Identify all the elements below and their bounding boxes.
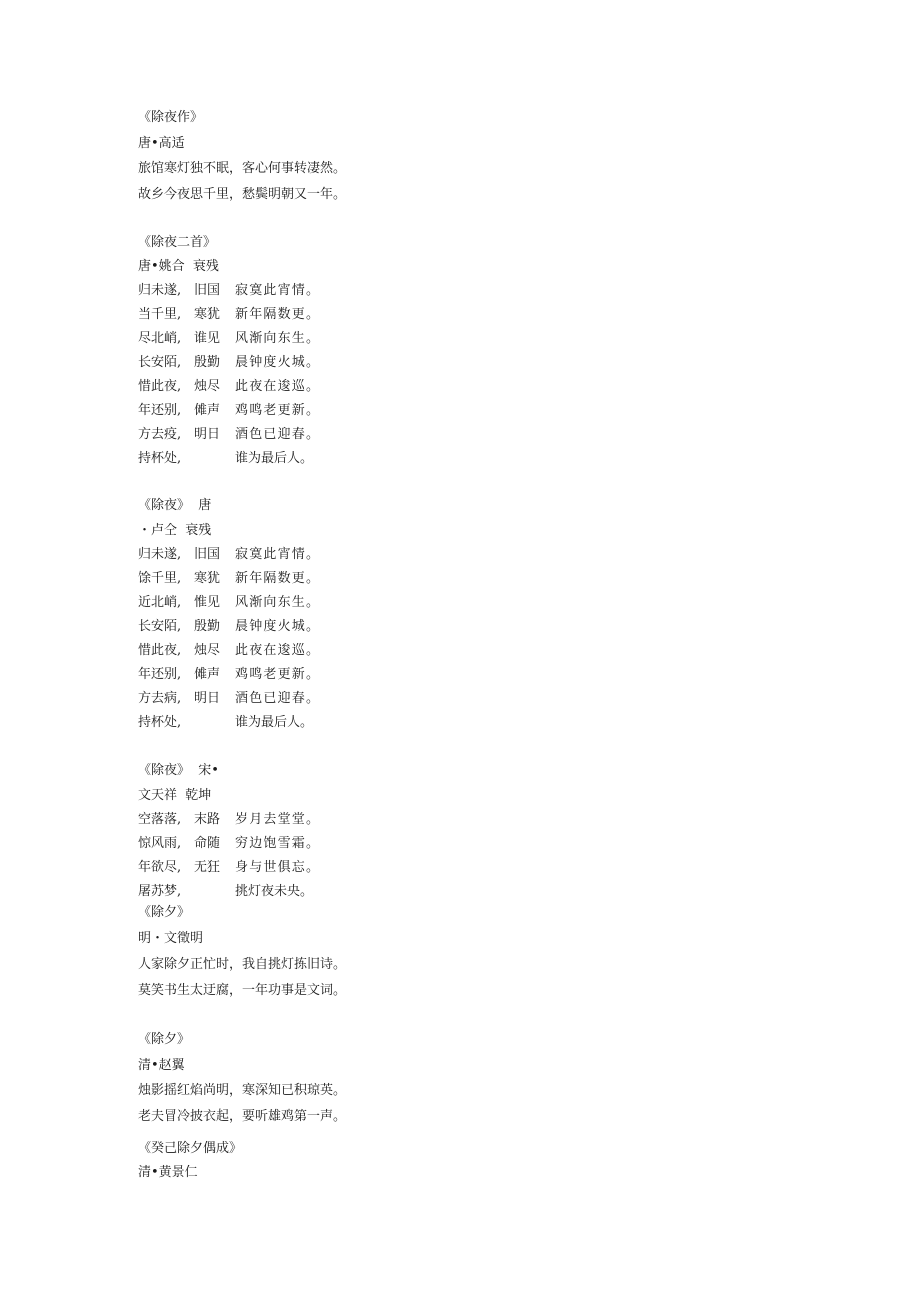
poem-title: 《除夕》 xyxy=(138,1032,191,1047)
poem-line: 烛影摇红焰尚明，寒深知已积琼英。 xyxy=(138,1083,347,1098)
verse-segment: 此夜在逡巡。 xyxy=(235,379,321,394)
verse-segment: 谁见 xyxy=(194,331,221,346)
verse-segment: 晨钟度火城。 xyxy=(235,619,321,634)
verse-segment: 身与世俱忘。 xyxy=(235,860,321,875)
verse-segment: 明日 xyxy=(194,427,221,442)
verse-segment: 年还别, xyxy=(138,403,182,418)
verse-segment: 晨钟度火城。 xyxy=(235,355,321,370)
verse-segment: 长安陌, xyxy=(138,619,182,634)
verse-segment: 命随 xyxy=(194,836,221,851)
verse-segment: 谁为最后人。 xyxy=(235,451,314,466)
poem-title: 《除夜》 宋• xyxy=(138,763,219,778)
verse-segment: 新年隔数更。 xyxy=(235,571,321,586)
verse-segment: 傩声 xyxy=(194,667,221,682)
verse-segment: 寒犹 xyxy=(194,307,221,322)
verse-segment: 方去病, xyxy=(138,691,182,706)
verse-segment: 年欲尽, xyxy=(138,860,182,875)
poem-line: 人家除夕正忙时，我自挑灯拣旧诗。 xyxy=(138,957,347,972)
poem-line: 莫笑书生太迂腐，一年功事是文词。 xyxy=(138,983,347,998)
verse-segment: 近北峭, xyxy=(138,595,182,610)
verse-segment: 方去疫, xyxy=(138,427,182,442)
verse-segment: 年还别, xyxy=(138,667,182,682)
verse-segment: 寂寞此宵情。 xyxy=(235,283,321,298)
verse-segment: 殷勤 xyxy=(194,355,221,370)
verse-segment: 明日 xyxy=(194,691,221,706)
verse-segment: 挑灯夜未央。 xyxy=(235,884,314,899)
poem-author: 清•黄景仁 xyxy=(138,1165,198,1180)
poem-author: 唐•姚合 衰残 xyxy=(138,259,219,274)
verse-segment: 酒色已迎春。 xyxy=(235,427,321,442)
verse-segment: 旧国 xyxy=(194,547,221,562)
verse-segment: 空落落, xyxy=(138,812,182,827)
verse-segment: 长安陌, xyxy=(138,355,182,370)
poem-title: 《除夕》 xyxy=(138,905,191,920)
verse-segment: 惜此夜, xyxy=(138,643,182,658)
verse-segment: 馀千里, xyxy=(138,571,182,586)
verse-segment: 鸡鸣老更新。 xyxy=(235,403,321,418)
verse-segment: 旧国 xyxy=(194,283,221,298)
verse-segment: 无狂 xyxy=(194,860,221,875)
verse-segment: 谁为最后人。 xyxy=(235,715,314,730)
poem-author: ・卢仝 衰残 xyxy=(138,523,212,538)
poem-author: 文天祥 乾坤 xyxy=(138,788,212,803)
verse-segment: 烛尽 xyxy=(194,643,221,658)
verse-segment: 傩声 xyxy=(194,403,221,418)
verse-segment: 末路 xyxy=(194,812,221,827)
poem-title: 《除夜作》 xyxy=(138,110,204,125)
verse-segment: 归未遂, xyxy=(138,283,182,298)
verse-segment: 尽北峭, xyxy=(138,331,182,346)
verse-segment: 当千里, xyxy=(138,307,182,322)
verse-segment: 寂寞此宵情。 xyxy=(235,547,321,562)
verse-segment: 岁月去堂堂。 xyxy=(235,812,321,827)
verse-segment: 惜此夜, xyxy=(138,379,182,394)
poem-author: 清•赵翼 xyxy=(138,1058,185,1073)
verse-segment: 惊风雨, xyxy=(138,836,182,851)
verse-segment: 此夜在逡巡。 xyxy=(235,643,321,658)
poem-line: 故乡今夜思千里，愁鬓明朝又一年。 xyxy=(138,187,347,202)
poem-title: 《除夜二首》 xyxy=(138,235,217,250)
verse-segment: 持杯处, xyxy=(138,451,182,466)
poem-line: 老夫冒冷披衣起，要听雄鸡第一声。 xyxy=(138,1109,347,1124)
verse-segment: 新年隔数更。 xyxy=(235,307,321,322)
verse-segment: 鸡鸣老更新。 xyxy=(235,667,321,682)
poem-title: 《癸己除夕偶成》 xyxy=(138,1141,243,1156)
verse-segment: 风渐向东生。 xyxy=(235,595,321,610)
verse-segment: 风渐向东生。 xyxy=(235,331,321,346)
poem-title: 《除夜》 唐 xyxy=(138,498,212,513)
verse-segment: 殷勤 xyxy=(194,619,221,634)
verse-segment: 寒犹 xyxy=(194,571,221,586)
verse-segment: 穷边饱雪霜。 xyxy=(235,836,321,851)
verse-segment: 惟见 xyxy=(194,595,221,610)
poem-line: 旅馆寒灯独不眠，客心何事转凄然。 xyxy=(138,161,347,176)
poem-author: 唐•高适 xyxy=(138,136,185,151)
verse-segment: 持杯处, xyxy=(138,715,182,730)
verse-segment: 屠苏梦, xyxy=(138,884,182,899)
verse-segment: 烛尽 xyxy=(194,379,221,394)
poem-author: 明・文徵明 xyxy=(138,931,204,946)
verse-segment: 酒色已迎春。 xyxy=(235,691,321,706)
verse-segment: 归未遂, xyxy=(138,547,182,562)
